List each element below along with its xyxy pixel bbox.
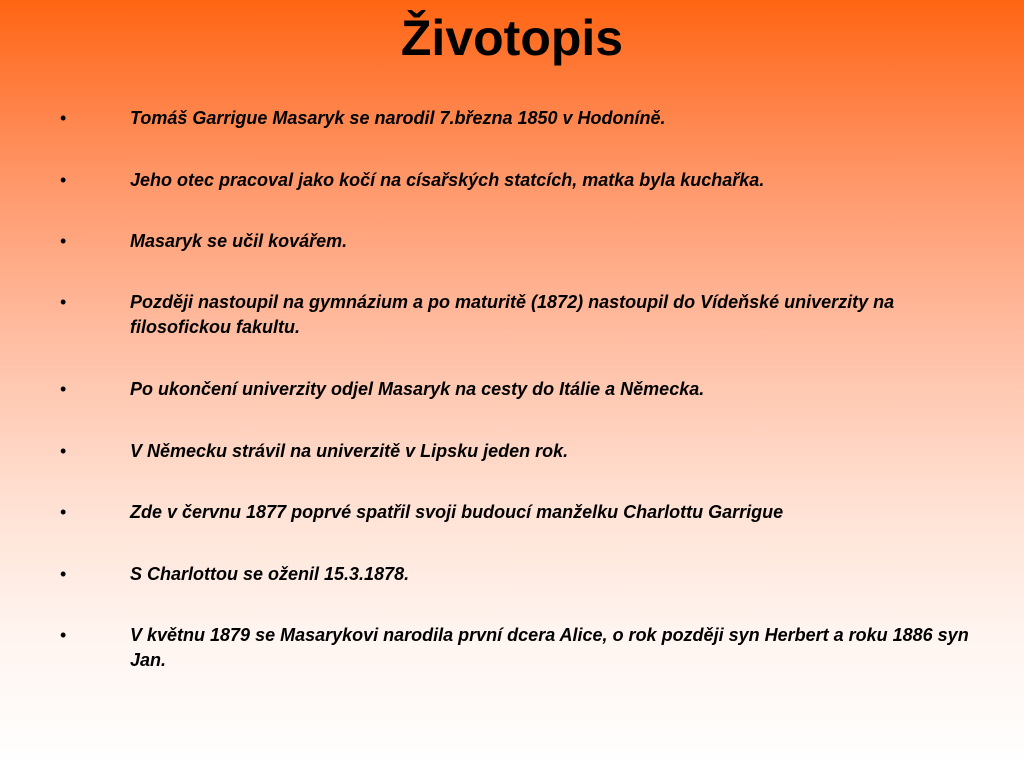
bullet-text: V Německu strávil na univerzitě v Lipsku jeden rok. [130, 441, 569, 461]
bullet-text: V květnu 1879 se Masarykovi narodila první dcera Alice, o rok později syn Herbert a roku 1886 syn Jan. [130, 625, 969, 670]
bullet-marker: • [60, 625, 67, 645]
bullet-marker: • [60, 564, 67, 584]
bullet-text: S Charlottou se oženil 15.3.1878. [130, 564, 410, 584]
bullet-text: Zde v červnu 1877 poprvé spatřil svoji budoucí manželku Charlottu Garrigue [130, 502, 784, 522]
bullet-text: Tomáš Garrigue Masaryk se narodil 7.března 1850 v Hodoníně. [130, 108, 666, 128]
bullet-marker: • [60, 170, 67, 190]
bullet-marker: • [60, 292, 67, 312]
bullet-marker: • [60, 231, 67, 251]
bullet-marker: • [60, 502, 67, 522]
bullet-text: Po ukončení univerzity odjel Masaryk na cesty do Itálie a Německa. [130, 379, 705, 399]
slide-title: Životopis [400, 10, 624, 66]
bullet-marker: • [60, 379, 67, 399]
bullet-text: Masaryk se učil kovářem. [130, 231, 348, 251]
bullet-text: Jeho otec pracoval jako kočí na císařských statcích, matka byla kuchařka. [130, 170, 765, 190]
bullet-text: Později nastoupil na gymnázium a po maturitě (1872) nastoupil do Vídeňské univerzity na filosofickou fakultu. [130, 292, 895, 337]
bullet-marker: • [60, 441, 67, 461]
bullet-marker: • [60, 108, 67, 128]
